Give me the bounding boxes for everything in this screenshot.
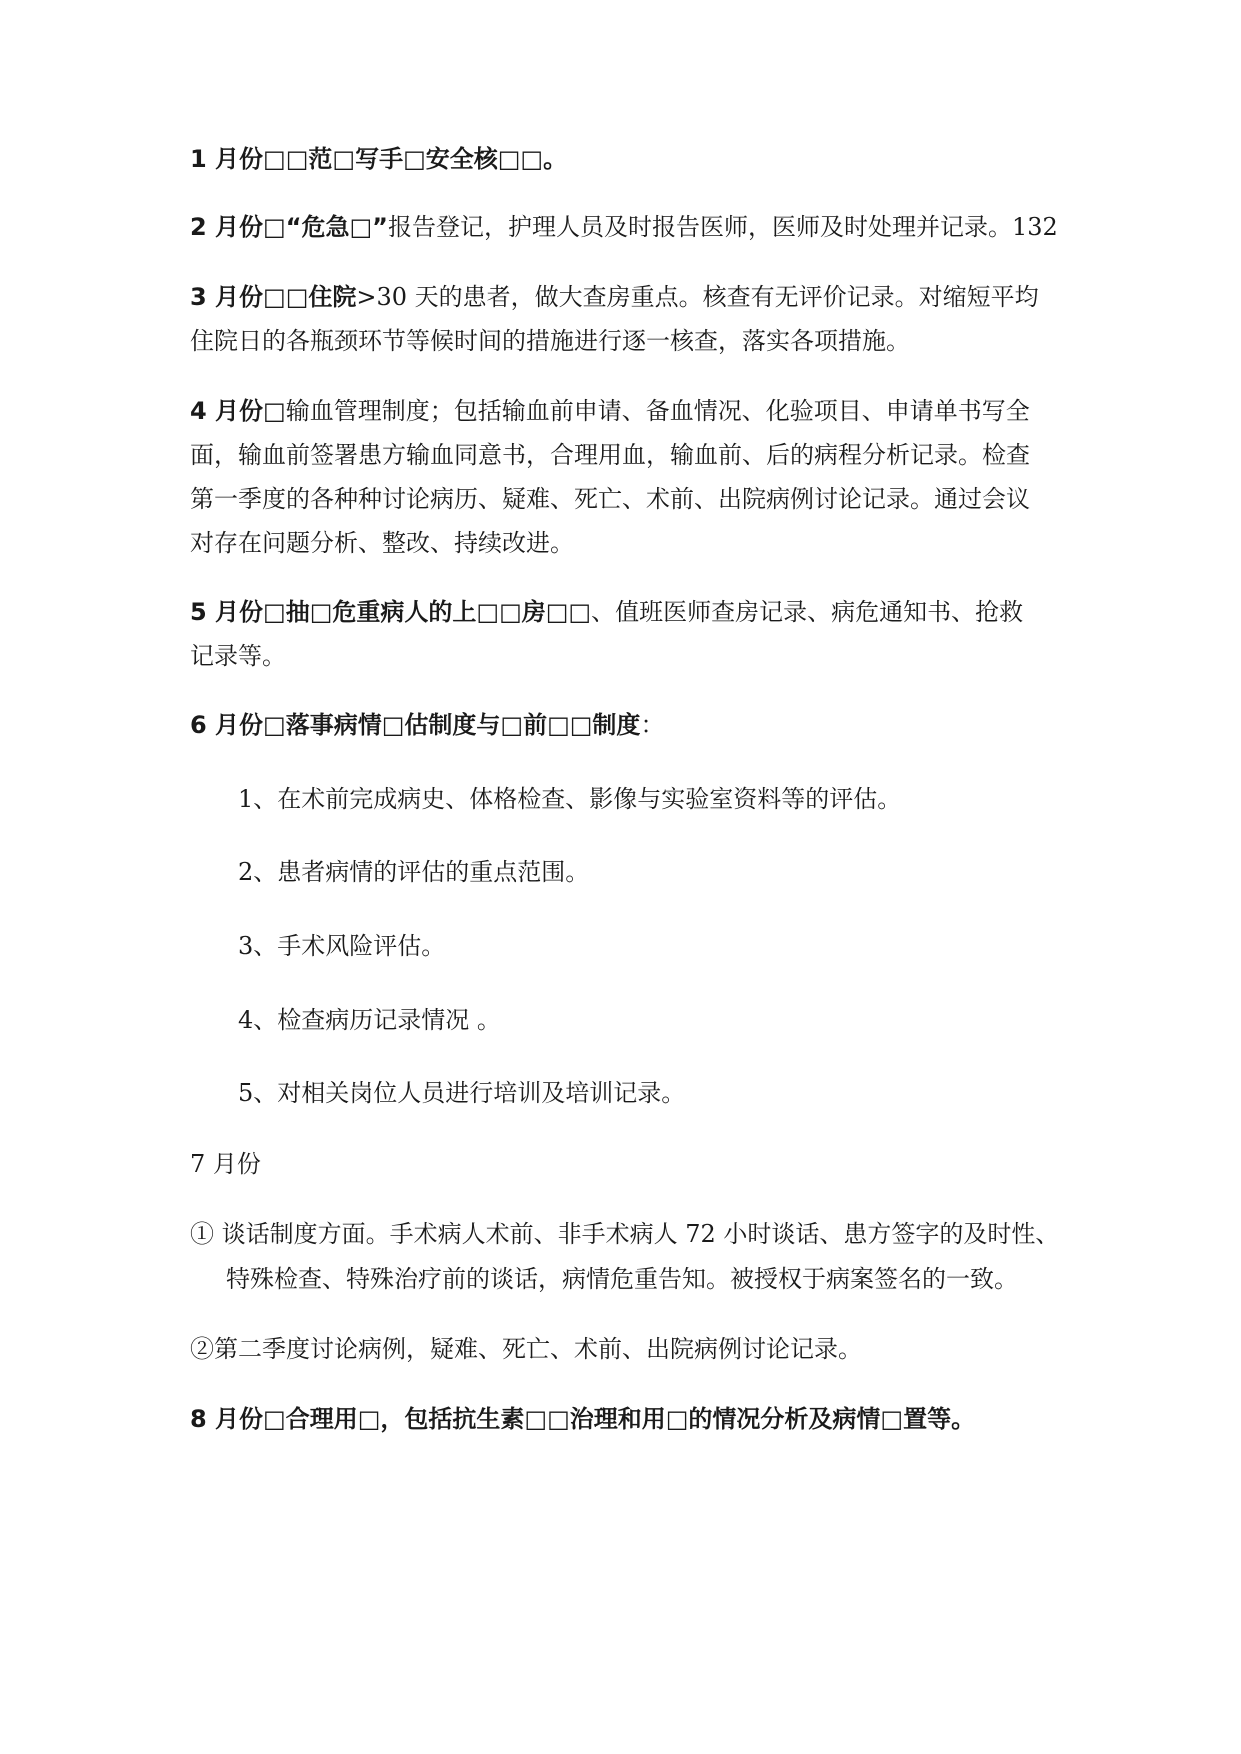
paragraph-text: >30 天的患者，做大查房重点。核查有无评价记录。对缩短平均: [356, 283, 1039, 311]
paragraph-july-item1: ① 谈话制度方面。手术病人术前、非手术病人 72 小时谈话、患方签字的及时性、: [190, 1220, 1060, 1248]
month-heading: 2 月份□“危急□”: [190, 213, 388, 241]
month-heading: 3 月份□□住院: [190, 283, 357, 311]
paragraph-april: [190, 394, 1060, 428]
paragraph-text: 输血管理制度；包括输血前申请、备血情况、化验项目、申请单书写全: [285, 397, 1030, 425]
month-heading: 4 月份□: [190, 397, 286, 425]
month-heading: 8 月份□合理用□，包括抗生素□□治理和用□的情况分析及病情□置等。: [190, 1405, 976, 1433]
paragraph-text: 、值班医师查房记录、病危通知书、抢救: [591, 598, 1024, 626]
paragraph-text: 报告登记，护理人员及时报告医师，医师及时处理并记录。132: [387, 213, 1058, 241]
paragraph-march-line2: 住院日的各瓶颈环节等候时间的措施进行逐一核查，落实各项措施。: [190, 327, 910, 355]
list-item: 1、在术前完成病史、体格检查、影像与实验室资料等的评估。: [238, 785, 902, 813]
paragraph-text: ：: [640, 711, 665, 739]
month-heading: 1 月份□□范□写手□安全核□□。: [190, 145, 568, 173]
list-item: 5、对相关岗位人员进行培训及培训记录。: [238, 1079, 686, 1107]
paragraph-may: [190, 595, 1060, 629]
paragraph-february: [190, 210, 1060, 244]
paragraph-july-title: 7 月份: [190, 1150, 261, 1178]
paragraph-april-line4: 对存在问题分析、整改、持续改进。: [190, 529, 574, 557]
paragraph-may-line2: 记录等。: [190, 642, 286, 670]
paragraph-january: [190, 142, 1060, 176]
paragraph-april-line3: 第一季度的各种种讨论病历、疑难、死亡、术前、出院病例讨论记录。通过会议: [190, 485, 1030, 513]
month-heading: 6 月份□落事病情□估制度与□前□□制度: [190, 711, 641, 739]
paragraph-august: [190, 1402, 1060, 1436]
list-item: 3、手术风险评估。: [238, 932, 446, 960]
month-heading: 5 月份□抽□危重病人的上□□房□□: [190, 598, 592, 626]
paragraph-april-line2: 面，输血前签署患方输血同意书，合理用血，输血前、后的病程分析记录。检查: [190, 441, 1030, 469]
paragraph-july-item2: ②第二季度讨论病例，疑难、死亡、术前、出院病例讨论记录。: [190, 1335, 862, 1363]
list-item: 2、患者病情的评估的重点范围。: [238, 858, 590, 886]
paragraph-july-item1-line2: 特殊检查、特殊治疗前的谈话，病情危重告知。被授权于病案签名的一致。: [226, 1265, 1018, 1293]
paragraph-march: [190, 280, 1060, 314]
paragraph-june: [190, 708, 1060, 742]
list-item: 4、检查病历记录情况 。: [238, 1006, 501, 1034]
